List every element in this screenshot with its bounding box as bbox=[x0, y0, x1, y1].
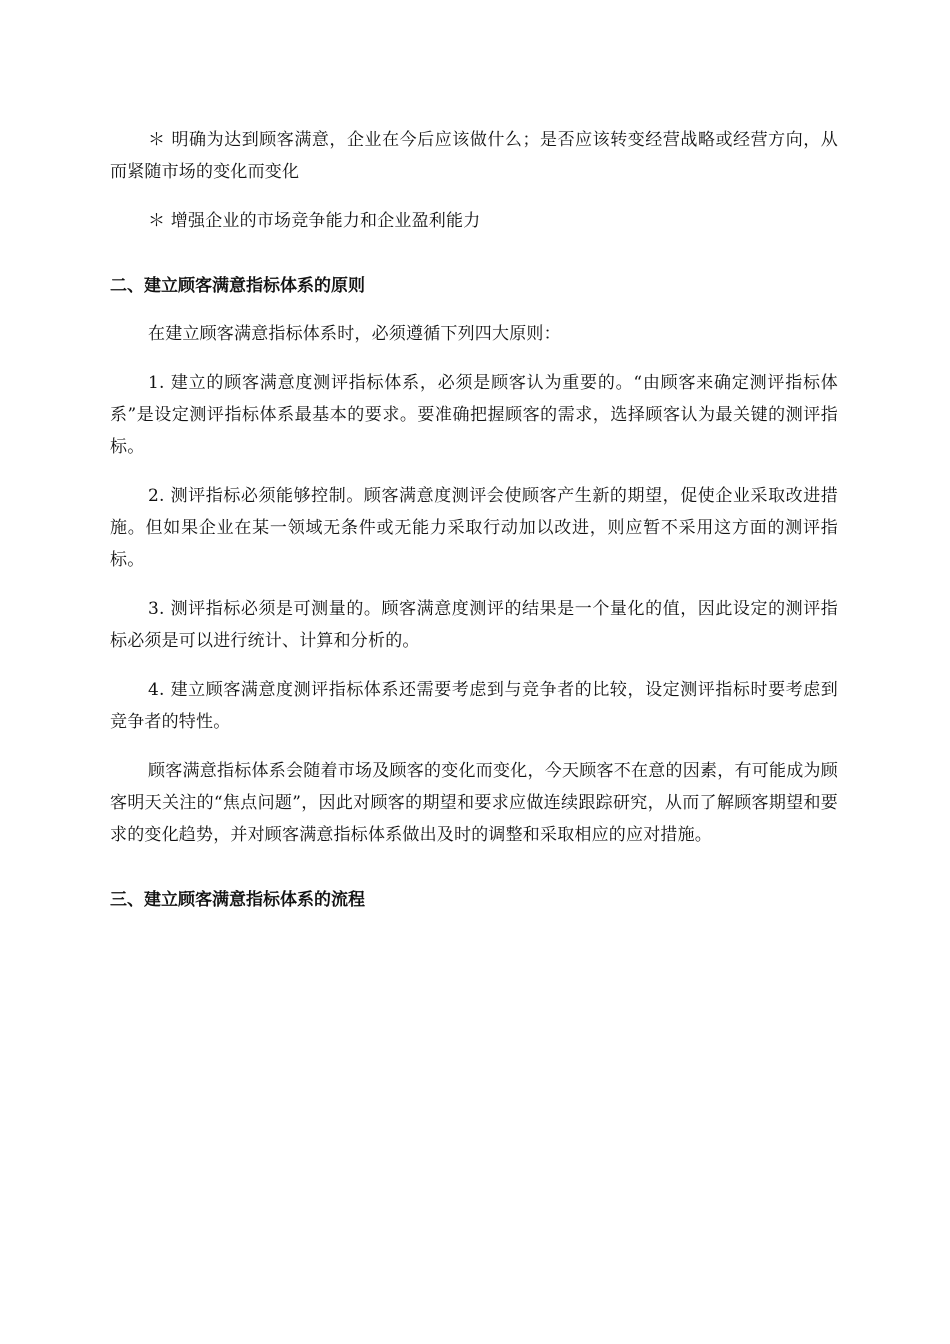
principle-paragraph: 4. 建立顾客满意度测评指标体系还需要考虑到与竞争者的比较，设定测评指标时要考虑到竞争者的特性。 bbox=[110, 680, 838, 732]
principle-paragraph: 3. 测评指标必须是可测量的。顾客满意度测评的结果是一个量化的值，因此设定的测评指标必须是可以进行统计、计算和分析的。 bbox=[110, 599, 838, 651]
section-heading: 三、建立顾客满意指标体系的流程 bbox=[110, 890, 365, 910]
bullet-paragraph: ＊ 明确为达到顾客满意，企业在今后应该做什么；是否应该转变经营战略或经营方向，从而紧随市场的变化而变化 bbox=[110, 130, 838, 182]
summary-paragraph: 顾客满意指标体系会随着市场及顾客的变化而变化，今天顾客不在意的因素，有可能成为顾客明天关注的“焦点问题”，因此对顾客的期望和要求应做连续跟踪研究，从而了解顾客期望和要求的变化趋势，并对顾客满意指标体系做出及时的调整和采取相应的应对措施。 bbox=[110, 761, 838, 845]
principle-paragraph: 2. 测评指标必须能够控制。顾客满意度测评会使顾客产生新的期望，促使企业采取改进措施。但如果企业在某一领域无条件或无能力采取行动加以改进，则应暂不采用这方面的测评指标。 bbox=[110, 486, 838, 570]
intro-paragraph: 在建立顾客满意指标体系时，必须遵循下列四大原则： bbox=[148, 324, 561, 344]
principle-paragraph: 1. 建立的顾客满意度测评指标体系，必须是顾客认为重要的。“由顾客来确定测评指标体系”是设定测评指标体系最基本的要求。要准确把握顾客的需求，选择顾客认为最关键的测评指标。 bbox=[110, 373, 838, 457]
document-page bbox=[110, 124, 838, 932]
bullet-paragraph: ＊ 增强企业的市场竞争能力和企业盈利能力 bbox=[148, 211, 481, 231]
section-heading: 二、建立顾客满意指标体系的原则 bbox=[110, 276, 365, 296]
